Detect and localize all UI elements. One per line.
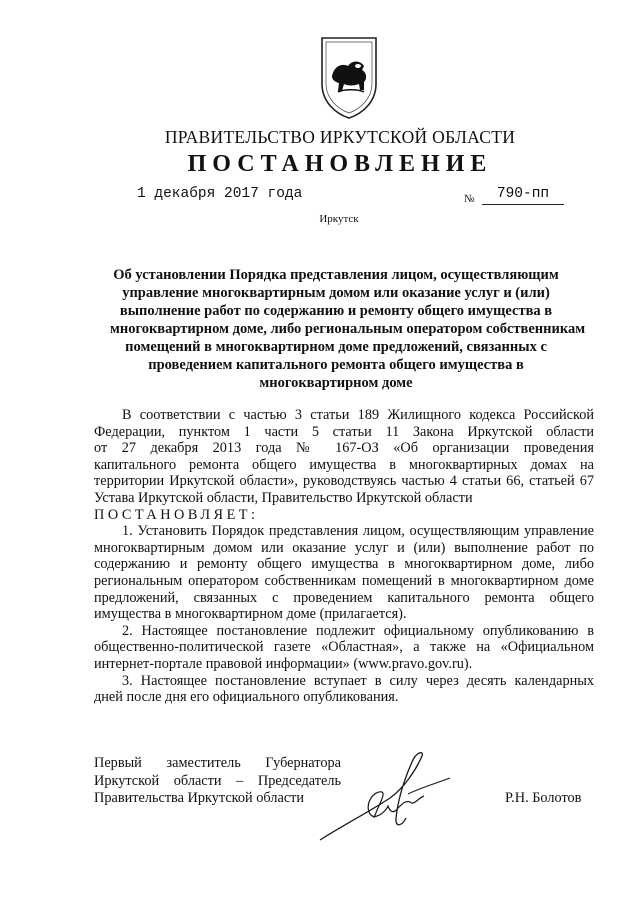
item-3-line: дней после дня его официального опубликования. <box>94 689 399 706</box>
item-1-line: предложений, связанных с проведением капитального ремонта общего <box>94 589 594 606</box>
preamble-line: от 27 декабря 2013 года № 167-ОЗ «Об организации проведения <box>94 440 594 457</box>
number-label: № <box>464 193 475 205</box>
title-line: помещений в многоквартирном доме предложений, связанных с <box>125 339 547 355</box>
title-line: Об установлении Порядка представления лицом, осуществляющим <box>113 267 559 283</box>
signatory-name: Р.Н. Болотов <box>505 790 582 806</box>
preamble-line: территории Иркутской области», руководствуясь частью 4 статьи 66, статьей 67 <box>94 473 594 490</box>
document-date: 1 декабря 2017 года <box>137 186 303 202</box>
preamble-line: Федерации, пунктом 1 части 5 статьи 11 Закона Иркутской области <box>94 423 594 440</box>
item-2-line: общественно-политической газете «Областная», а также на «Официальном <box>94 639 594 656</box>
coat-of-arms-icon <box>318 36 380 120</box>
document-body <box>94 407 594 706</box>
title-line: многоквартирном доме, либо региональным оператором собственникам <box>110 321 586 337</box>
title-line: управление многоквартирным домом или оказание услуг и (или) <box>122 285 550 301</box>
document-number: 790-пп <box>482 186 564 205</box>
handwritten-signature-icon <box>312 748 462 848</box>
item-1-line: 1. Установить Порядок представления лицом, осуществляющим управление <box>122 523 594 540</box>
item-1-line: многоквартирным домом или оказание услуг и (или) выполнение работ по <box>94 539 594 556</box>
item-1-line: региональным оператором собственникам помещений в многоквартирном доме <box>94 572 594 589</box>
title-line: проведением капитального ремонта общего имущества в <box>148 357 524 373</box>
government-name: ПРАВИТЕЛЬСТВО ИРКУТСКОЙ ОБЛАСТИ <box>164 127 516 147</box>
document-type: ПОСТАНОВЛЕНИЕ <box>187 151 493 177</box>
item-1-line: содержанию и ремонту общего имущества в многоквартирном доме, либо <box>94 556 594 573</box>
document-title <box>110 266 586 392</box>
item-2-line: интернет-портале правовой информации» (www.pravo.gov.ru). <box>94 655 473 672</box>
signatory-position <box>94 755 341 808</box>
item-2-line: 2. Настоящее постановление подлежит официальному опубликованию в <box>122 622 594 639</box>
title-line: многоквартирном доме <box>259 375 413 391</box>
city-name: Иркутск <box>319 213 359 225</box>
position-line: Иркутской области – Председатель <box>94 772 341 789</box>
resolves-heading: ПОСТАНОВЛЯЕТ: <box>94 506 259 523</box>
preamble-line: капитального ремонта общего имущества в многоквартирных домах на <box>94 456 594 473</box>
position-line: Правительства Иркутской области <box>94 790 305 806</box>
preamble-line: В соответствии с частью 3 статьи 189 Жилищного кодекса Российской <box>122 407 594 423</box>
title-line: выполнение работ по содержанию и ремонту общего имущества в <box>119 303 553 319</box>
preamble-line: Устава Иркутской области, Правительство Иркутской области <box>94 489 473 506</box>
item-3-line: 3. Настоящее постановление вступает в силу через десять календарных <box>122 672 594 689</box>
position-line: Первый заместитель Губернатора <box>94 755 341 771</box>
item-1-line: имущества в многоквартирном доме (прилагается). <box>94 606 407 623</box>
